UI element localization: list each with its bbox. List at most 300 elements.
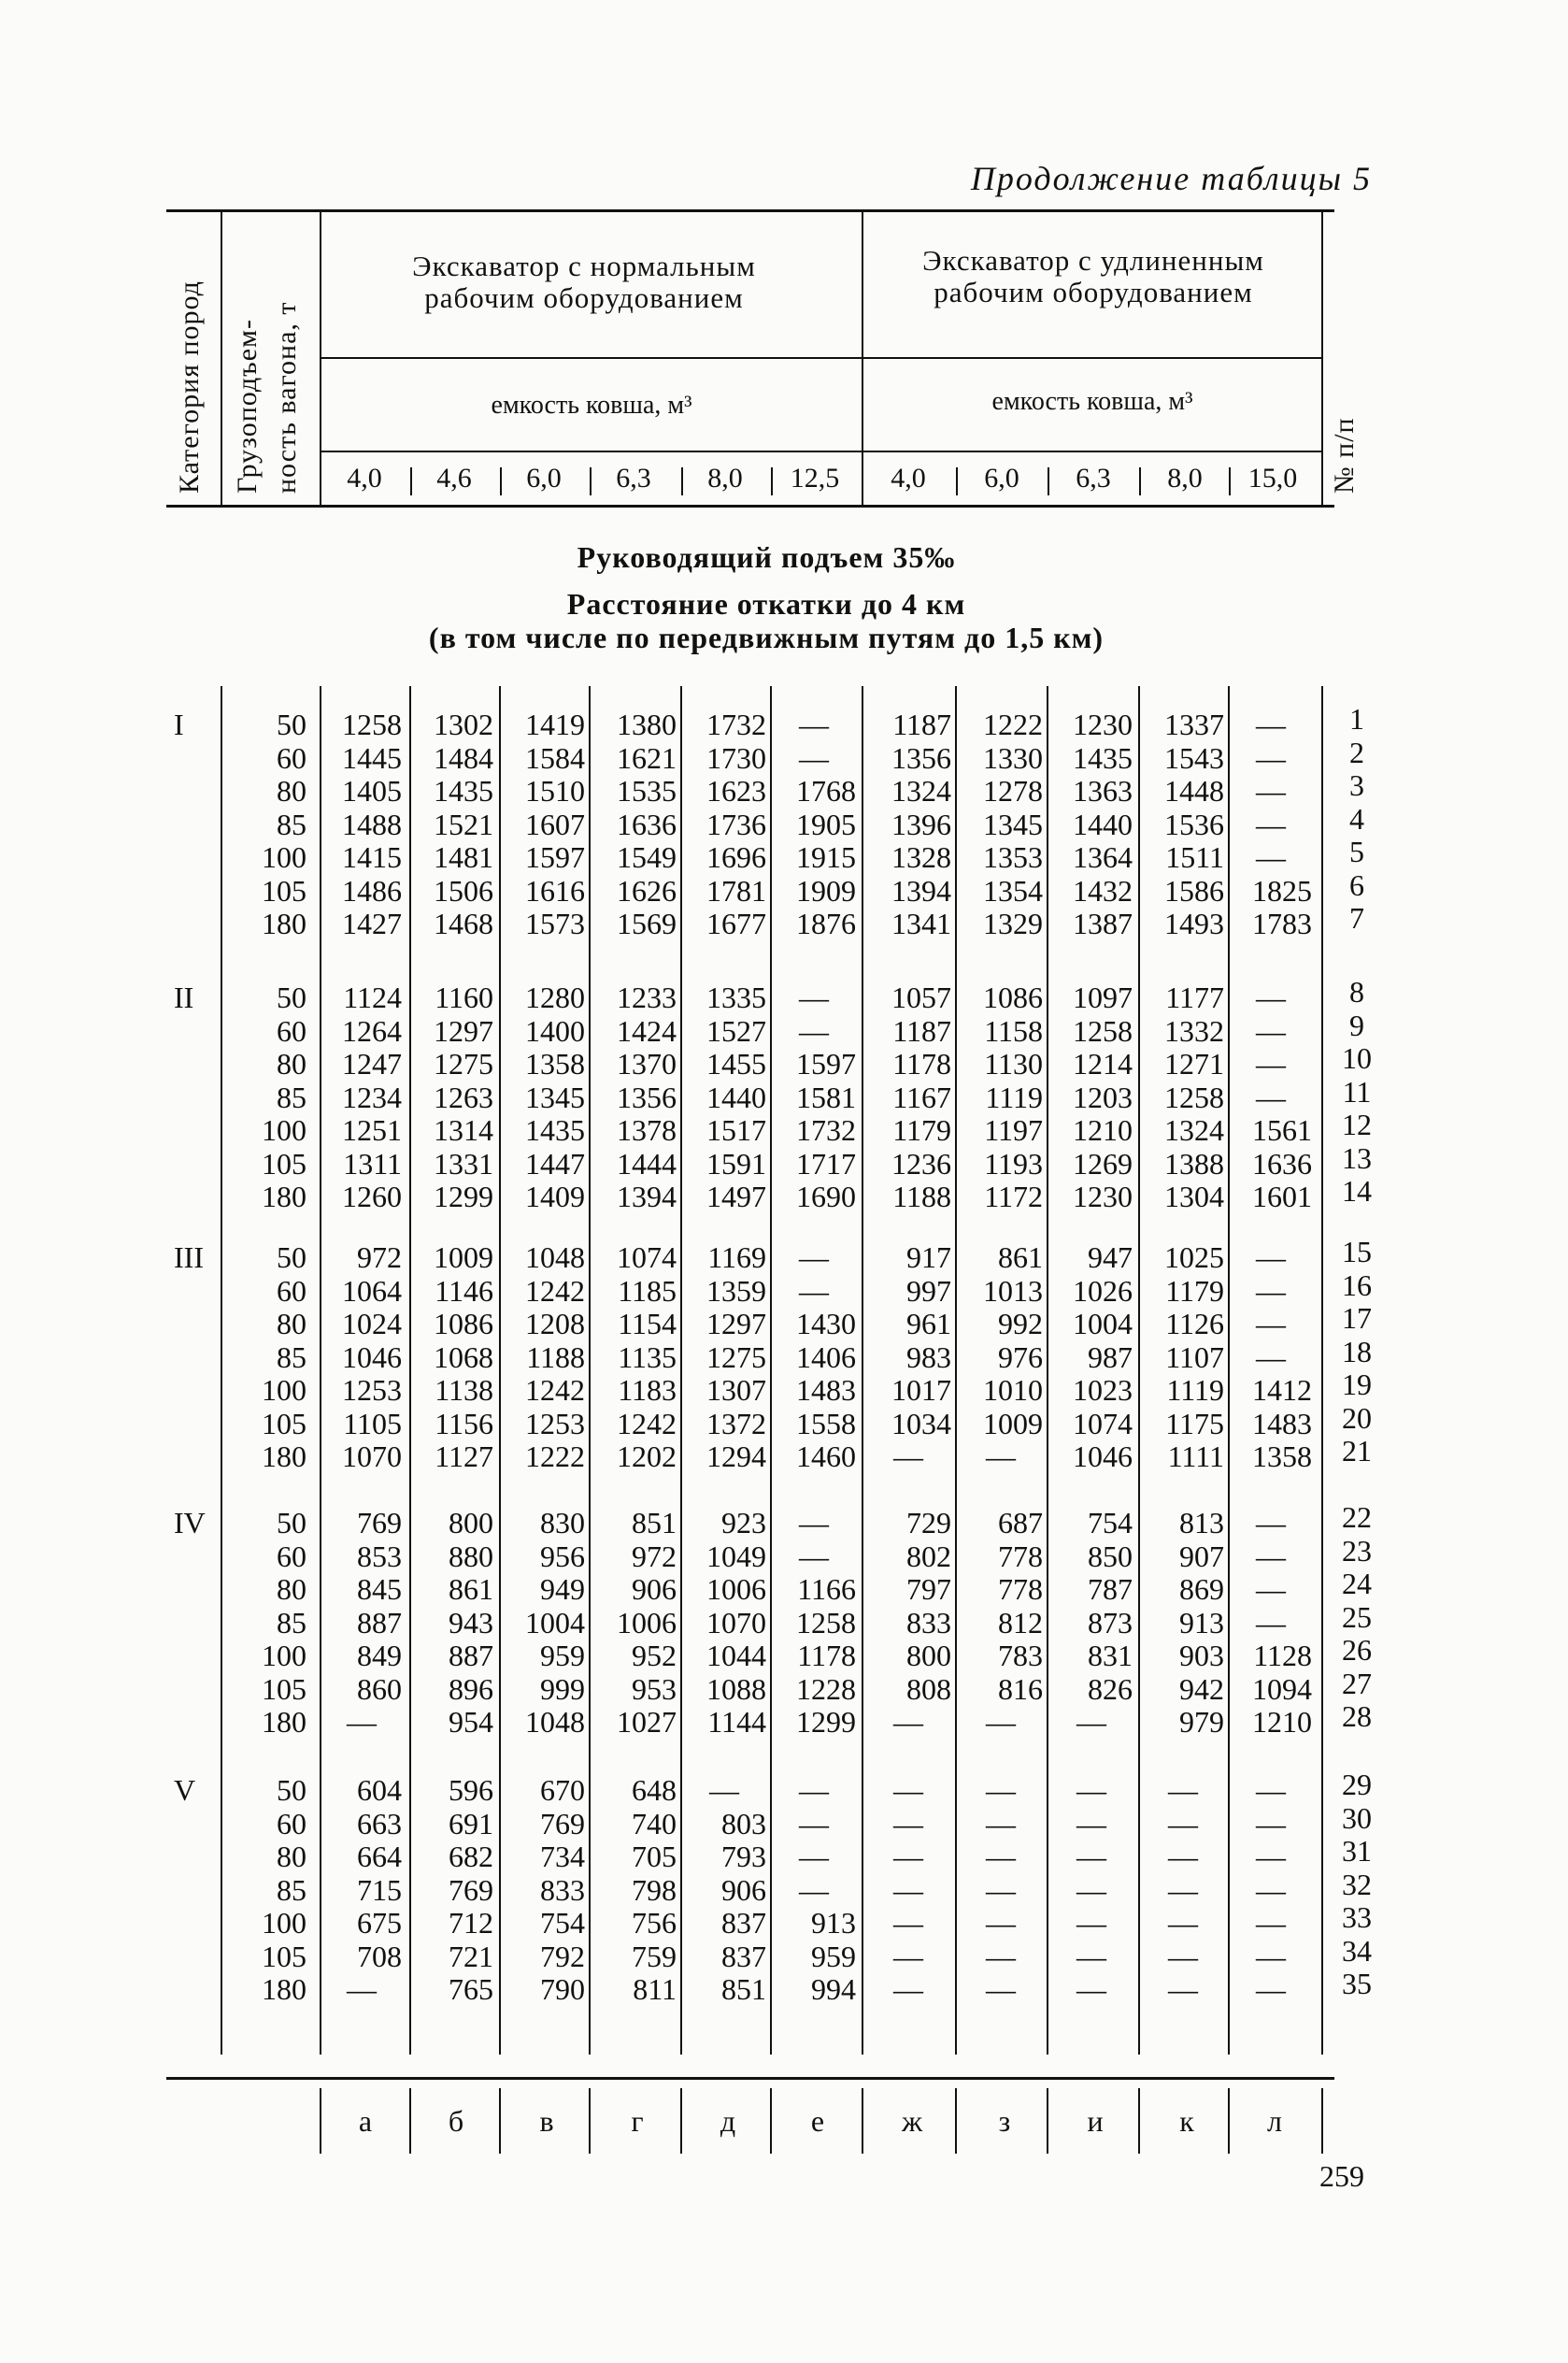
footer-letter: ж: [901, 2104, 923, 2138]
table-cell: 1175: [1165, 1406, 1224, 1440]
footer-rule-tick: [1138, 2088, 1140, 2154]
table-cell: —: [1256, 1906, 1286, 1940]
table-cell: 1328: [891, 840, 951, 874]
table-cell: —: [1076, 1705, 1106, 1739]
table-cell: 1126: [1165, 1307, 1224, 1340]
table-cell: 1372: [706, 1406, 766, 1440]
footer-letter: б: [448, 2104, 464, 2138]
table-cell: —: [893, 1906, 923, 1940]
table-cell: 1427: [342, 907, 402, 940]
table-cell: —: [709, 1773, 739, 1807]
table-cell: 1435: [1073, 740, 1133, 775]
capacity-cell: 180: [262, 907, 306, 940]
row-number: 1: [1349, 702, 1364, 736]
table-cell: 1048: [525, 1240, 585, 1274]
row-number: 16: [1342, 1267, 1372, 1302]
table-cell: 1460: [796, 1439, 856, 1473]
table-cell: 979: [1179, 1705, 1224, 1739]
table-cell: 1233: [617, 981, 677, 1014]
row-number: 9: [1349, 1008, 1364, 1042]
footer-rule-tick: [770, 2088, 772, 2154]
table-cell: 1781: [706, 873, 766, 908]
table-cell: 808: [906, 1671, 951, 1706]
capacity-cell: 105: [262, 1671, 306, 1706]
table-cell: 675: [357, 1906, 402, 1940]
table-cell: —: [1076, 1773, 1106, 1807]
table-cell: 1783: [1252, 907, 1312, 940]
table-cell: 1331: [434, 1146, 493, 1181]
table-cell: 850: [1088, 1539, 1133, 1573]
table-cell: 1154: [618, 1307, 677, 1340]
footer-letter: в: [539, 2104, 554, 2138]
table-cell: 1448: [1164, 774, 1224, 808]
table-cell: 754: [540, 1906, 585, 1940]
table-cell: 1258: [1164, 1080, 1224, 1114]
footer-rule-tick: [409, 2088, 411, 2154]
table-cell: —: [986, 1872, 1016, 1907]
footer-rule-tick: [1321, 2088, 1323, 2154]
table-cell: 1263: [434, 1080, 493, 1114]
table-cell: —: [1256, 1273, 1286, 1308]
table-cell: 1222: [983, 708, 1043, 741]
table-cell: 887: [449, 1639, 493, 1672]
table-cell: 769: [449, 1872, 493, 1907]
table-cell: 1119: [985, 1080, 1043, 1114]
column-rule: [221, 686, 222, 2055]
table-cell: —: [1256, 1047, 1286, 1081]
table-cell: 1307: [706, 1373, 766, 1407]
table-cell: 1128: [1253, 1639, 1312, 1672]
table-cell: 803: [721, 1806, 766, 1840]
table-cell: 1387: [1073, 907, 1133, 940]
table-cell: 816: [998, 1671, 1043, 1706]
table-cell: 1353: [983, 840, 1043, 874]
table-cell: —: [799, 1872, 829, 1907]
table-cell: 1424: [617, 1013, 677, 1048]
table-cell: 1202: [617, 1439, 677, 1473]
table-cell: 1359: [706, 1273, 766, 1308]
row-number: 7: [1349, 901, 1364, 935]
table-cell: —: [1168, 1872, 1198, 1907]
table-cell: 1156: [435, 1406, 493, 1440]
footer-rule-tick: [499, 2088, 501, 2154]
header-volume-cell: 4,6: [436, 463, 472, 494]
table-cell: —: [1168, 1939, 1198, 1973]
table-cell: 1483: [1252, 1406, 1312, 1440]
header-volume-cell: 8,0: [1167, 463, 1203, 494]
table-cell: —: [1256, 1806, 1286, 1840]
table-cell: 734: [540, 1840, 585, 1873]
capacity-cell: 50: [277, 1773, 306, 1807]
table-cell: 1543: [1164, 740, 1224, 775]
table-cell: 1335: [706, 981, 766, 1014]
table-cell: 1626: [617, 873, 677, 908]
table-cell: 664: [357, 1840, 402, 1873]
table-cell: 1070: [342, 1439, 402, 1473]
table-cell: 1561: [1252, 1113, 1312, 1147]
table-cell: 837: [721, 1906, 766, 1940]
table-cell: 729: [906, 1506, 951, 1540]
row-number: 29: [1342, 1768, 1372, 1801]
table-cell: 1193: [984, 1146, 1043, 1181]
table-cell: 1188: [892, 1180, 951, 1213]
table-cell: 802: [906, 1539, 951, 1573]
table-cell: 1260: [342, 1180, 402, 1213]
capacity-cell: 80: [277, 1047, 306, 1081]
table-cell: 1690: [796, 1180, 856, 1213]
table-cell: 1768: [796, 774, 856, 808]
table-cell: 1187: [892, 1013, 951, 1048]
table-cell: 1166: [797, 1572, 856, 1606]
volume-separator: [1229, 467, 1231, 495]
table-cell: —: [1256, 1339, 1286, 1374]
table-cell: —: [799, 1773, 829, 1807]
table-cell: 800: [906, 1639, 951, 1672]
table-cell: 1445: [342, 740, 402, 775]
table-cell: 1160: [435, 981, 493, 1014]
table-cell: 1034: [891, 1406, 951, 1440]
table-cell: 860: [357, 1671, 402, 1706]
row-number: 2: [1349, 735, 1364, 769]
table-cell: 903: [1179, 1639, 1224, 1672]
table-cell: 1732: [706, 708, 766, 741]
table-cell: 1185: [618, 1273, 677, 1308]
table-cell: 917: [906, 1240, 951, 1274]
row-number: 30: [1342, 1800, 1372, 1835]
table-cell: 1345: [525, 1080, 585, 1114]
table-cell: 1363: [1073, 774, 1133, 808]
title-line1: Руководящий подъем 35‰: [577, 540, 956, 574]
table-cell: 1380: [617, 708, 677, 741]
table-cell: 1324: [1164, 1113, 1224, 1147]
table-cell: —: [893, 1939, 923, 1973]
header-volume-rule: [321, 451, 1321, 452]
table-cell: 1107: [1165, 1339, 1224, 1374]
table-cell: 1048: [525, 1705, 585, 1739]
table-cell: 1187: [892, 708, 951, 741]
table-cell: 1210: [1252, 1705, 1312, 1739]
table-cell: 983: [906, 1339, 951, 1374]
footer-letter: и: [1087, 2104, 1104, 2138]
table-cell: 1356: [891, 740, 951, 775]
table-cell: 1222: [525, 1439, 585, 1473]
row-number: 20: [1342, 1400, 1372, 1435]
table-cell: —: [799, 708, 829, 741]
table-cell: 1324: [891, 774, 951, 808]
table-cell: 887: [357, 1605, 402, 1640]
table-cell: 1074: [617, 1240, 677, 1274]
table-cell: —: [893, 1840, 923, 1873]
table-cell: —: [893, 1872, 923, 1907]
table-cell: 1825: [1252, 873, 1312, 908]
title-line3: (в том числе по передвижным путям до 1,5 км): [428, 621, 1105, 654]
table-cell: 1027: [617, 1705, 677, 1739]
header-volume-cell: 6,0: [984, 463, 1019, 494]
capacity-cell: 100: [262, 1906, 306, 1940]
table-cell: 1013: [983, 1273, 1043, 1308]
table-cell: 1275: [434, 1047, 493, 1081]
table-cell: 1297: [706, 1307, 766, 1340]
table-cell: 907: [1179, 1539, 1224, 1573]
table-cell: 1435: [525, 1113, 585, 1147]
title-line2: Расстояние откатки до 4 км: [566, 587, 966, 621]
table-cell: 1597: [525, 840, 585, 874]
table-cell: 1105: [343, 1406, 402, 1440]
header-volume-cell: 6,0: [526, 463, 562, 494]
table-cell: 1177: [1165, 981, 1224, 1014]
table-cell: 1905: [796, 807, 856, 841]
table-cell: 1536: [1164, 807, 1224, 841]
table-cell: 1242: [617, 1406, 677, 1440]
header-group-extended: Экскаватор с удлиненным рабочим оборудованием: [922, 244, 1264, 308]
row-number: 24: [1342, 1567, 1372, 1600]
table-cell: 778: [998, 1539, 1043, 1573]
table-cell: —: [1256, 1240, 1286, 1274]
capacity-cell: 50: [277, 1240, 306, 1274]
table-cell: 952: [632, 1639, 677, 1672]
table-cell: 1230: [1073, 708, 1133, 741]
table-cell: 1124: [343, 981, 402, 1014]
row-number: 26: [1342, 1633, 1372, 1667]
row-number: 11: [1342, 1074, 1372, 1109]
table-cell: 1275: [706, 1339, 766, 1374]
table-cell: 769: [357, 1506, 402, 1540]
table-cell: 1046: [342, 1339, 402, 1374]
footer-rule-tick: [589, 2088, 591, 2154]
table-cell: 943: [449, 1605, 493, 1640]
capacity-cell: 100: [262, 1113, 306, 1147]
table-cell: 1135: [618, 1339, 677, 1374]
table-cell: 721: [449, 1939, 493, 1973]
row-number: 15: [1342, 1235, 1372, 1268]
table-cell: 1183: [618, 1373, 677, 1407]
table-cell: 712: [449, 1906, 493, 1940]
table-cell: 906: [632, 1572, 677, 1606]
table-cell: 797: [906, 1572, 951, 1606]
capacity-cell: 180: [262, 1972, 306, 2006]
table-cell: 1736: [706, 807, 766, 841]
row-number: 18: [1342, 1334, 1372, 1368]
table-cell: 1677: [706, 907, 766, 940]
table-cell: 798: [632, 1872, 677, 1907]
table-cell: 833: [906, 1605, 951, 1640]
footer-rule-tick: [680, 2088, 682, 2154]
table-cell: —: [1256, 1840, 1286, 1873]
table-cell: 992: [998, 1307, 1043, 1340]
table-cell: 1455: [706, 1047, 766, 1081]
row-number: 28: [1342, 1699, 1372, 1733]
table-cell: —: [347, 1972, 377, 2006]
table-cell: —: [893, 1705, 923, 1739]
table-cell: —: [1076, 1939, 1106, 1973]
table-cell: 1169: [707, 1240, 766, 1274]
capacity-cell: 80: [277, 1840, 306, 1873]
header-volume-cell: 12,5: [790, 463, 840, 494]
table-cell: 1876: [796, 907, 856, 940]
page-number: 259: [1319, 2159, 1364, 2193]
table-cell: 790: [540, 1972, 585, 2006]
table-cell: 1242: [525, 1373, 585, 1407]
table-cell: 1696: [706, 840, 766, 874]
table-cell: 1172: [984, 1180, 1043, 1213]
footer-letter: л: [1267, 2104, 1282, 2138]
table-cell: —: [1256, 740, 1286, 775]
table-cell: —: [799, 1806, 829, 1840]
table-cell: —: [1076, 1840, 1106, 1873]
volume-separator: [1048, 467, 1049, 495]
table-cell: 1354: [983, 873, 1043, 908]
capacity-cell: 80: [277, 774, 306, 808]
table-cell: 853: [357, 1539, 402, 1573]
table-cell: —: [1256, 1013, 1286, 1048]
table-cell: 851: [721, 1972, 766, 2006]
table-cell: —: [1168, 1972, 1198, 2006]
table-cell: 1597: [796, 1047, 856, 1081]
table-cell: 1435: [434, 774, 493, 808]
table-cell: 1396: [891, 807, 951, 841]
table-cell: 1006: [617, 1605, 677, 1640]
table-cell: 997: [906, 1273, 951, 1308]
table-cell: —: [1076, 1906, 1106, 1940]
table-cell: 831: [1088, 1639, 1133, 1672]
volume-separator: [771, 467, 773, 495]
table-cell: 949: [540, 1572, 585, 1606]
table-cell: —: [1256, 1939, 1286, 1973]
table-cell: —: [986, 1705, 1016, 1739]
header-capacity-line1: Грузоподъем-: [232, 319, 263, 494]
table-cell: 1024: [342, 1307, 402, 1340]
table-cell: 1378: [617, 1113, 677, 1147]
table-cell: 1068: [434, 1339, 493, 1374]
table-cell: 1488: [342, 807, 402, 841]
table-cell: 1730: [706, 740, 766, 775]
table-cell: 1049: [706, 1539, 766, 1573]
volume-separator: [681, 467, 683, 495]
table-cell: 1127: [435, 1439, 493, 1473]
table-cell: 1486: [342, 873, 402, 908]
table-cell: —: [1256, 1972, 1286, 2006]
table-cell: 1330: [983, 740, 1043, 775]
table-cell: 869: [1179, 1572, 1224, 1606]
table-cell: 1009: [434, 1240, 493, 1274]
row-number: 6: [1349, 867, 1364, 902]
table-cell: 1506: [434, 873, 493, 908]
table-cell: 1167: [892, 1080, 951, 1114]
table-cell: 1481: [434, 840, 493, 874]
footer-rule-tick: [1047, 2088, 1048, 2154]
table-cell: 1636: [1252, 1146, 1312, 1181]
table-cell: 1057: [891, 981, 951, 1014]
table-cell: —: [799, 1506, 829, 1540]
volume-separator: [956, 467, 958, 495]
capacity-cell: 105: [262, 873, 306, 908]
table-cell: 1484: [434, 740, 493, 775]
table-cell: 1415: [342, 840, 402, 874]
capacity-cell: 180: [262, 1439, 306, 1473]
capacity-cell: 100: [262, 1373, 306, 1407]
footer-letter: е: [810, 2104, 825, 2138]
table-cell: 1258: [342, 708, 402, 741]
category-label: II: [174, 981, 194, 1014]
table-cell: —: [893, 1439, 923, 1473]
table-cell: 1447: [525, 1146, 585, 1181]
footer-rule-tick: [862, 2088, 863, 2154]
table-cell: —: [799, 1539, 829, 1573]
header-bottom-rule: [166, 505, 1334, 508]
table-cell: —: [893, 1773, 923, 1807]
table-cell: 837: [721, 1939, 766, 1973]
table-cell: 1097: [1073, 981, 1133, 1014]
capacity-cell: 50: [277, 708, 306, 741]
table-caption: Продолжение таблицы 5: [970, 160, 1372, 197]
table-cell: 1364: [1073, 840, 1133, 874]
table-cell: 1258: [796, 1605, 856, 1640]
table-cell: 1247: [342, 1047, 402, 1081]
footer-letter: д: [720, 2104, 736, 2138]
table-cell: 793: [721, 1840, 766, 1873]
table-cell: 994: [811, 1972, 856, 2006]
table-cell: 1026: [1073, 1273, 1133, 1308]
table-cell: 1497: [706, 1180, 766, 1213]
table-cell: 1412: [1252, 1373, 1312, 1407]
table-cell: 1088: [706, 1671, 766, 1706]
header-mid-rule: [321, 357, 1321, 359]
table-cell: —: [1168, 1840, 1198, 1873]
footer-letter: г: [631, 2104, 644, 2138]
capacity-cell: 50: [277, 981, 306, 1014]
table-cell: 783: [998, 1639, 1043, 1672]
table-cell: 1179: [1165, 1273, 1224, 1308]
footer-letter: з: [998, 2104, 1011, 2138]
table-cell: 1023: [1073, 1373, 1133, 1407]
footer-letter: к: [1179, 2104, 1194, 2138]
row-number: 14: [1342, 1174, 1372, 1208]
table-cell: 1178: [892, 1047, 951, 1081]
table-cell: 845: [357, 1572, 402, 1606]
table-cell: 1271: [1164, 1047, 1224, 1081]
capacity-cell: 60: [277, 1273, 306, 1308]
table-cell: 861: [998, 1240, 1043, 1274]
row-number: 34: [1342, 1933, 1372, 1968]
table-cell: 1345: [983, 807, 1043, 841]
column-rule: [1321, 686, 1323, 2055]
table-cell: —: [1256, 1572, 1286, 1606]
table-cell: —: [986, 1773, 1016, 1807]
capacity-cell: 60: [277, 740, 306, 775]
table-cell: —: [1256, 981, 1286, 1014]
row-number: 17: [1342, 1301, 1372, 1335]
table-cell: —: [799, 1013, 829, 1048]
table-cell: 913: [1179, 1605, 1224, 1640]
table-cell: 1253: [342, 1373, 402, 1407]
table-cell: 1388: [1164, 1146, 1224, 1181]
table-cell: —: [1256, 1080, 1286, 1114]
table-cell: 1717: [796, 1146, 856, 1181]
table-cell: 759: [632, 1939, 677, 1973]
footer-rule-tick: [320, 2088, 321, 2154]
table-cell: 1607: [525, 807, 585, 841]
footer-rule: [166, 2077, 1334, 2080]
table-cell: —: [1076, 1972, 1106, 2006]
table-cell: 947: [1088, 1240, 1133, 1274]
capacity-cell: 100: [262, 840, 306, 874]
table-cell: 715: [357, 1872, 402, 1907]
table-cell: 1468: [434, 907, 493, 940]
table-cell: —: [1256, 840, 1286, 874]
table-cell: 663: [357, 1806, 402, 1840]
header-volume-cell: 8,0: [707, 463, 743, 494]
category-label: V: [174, 1773, 196, 1807]
